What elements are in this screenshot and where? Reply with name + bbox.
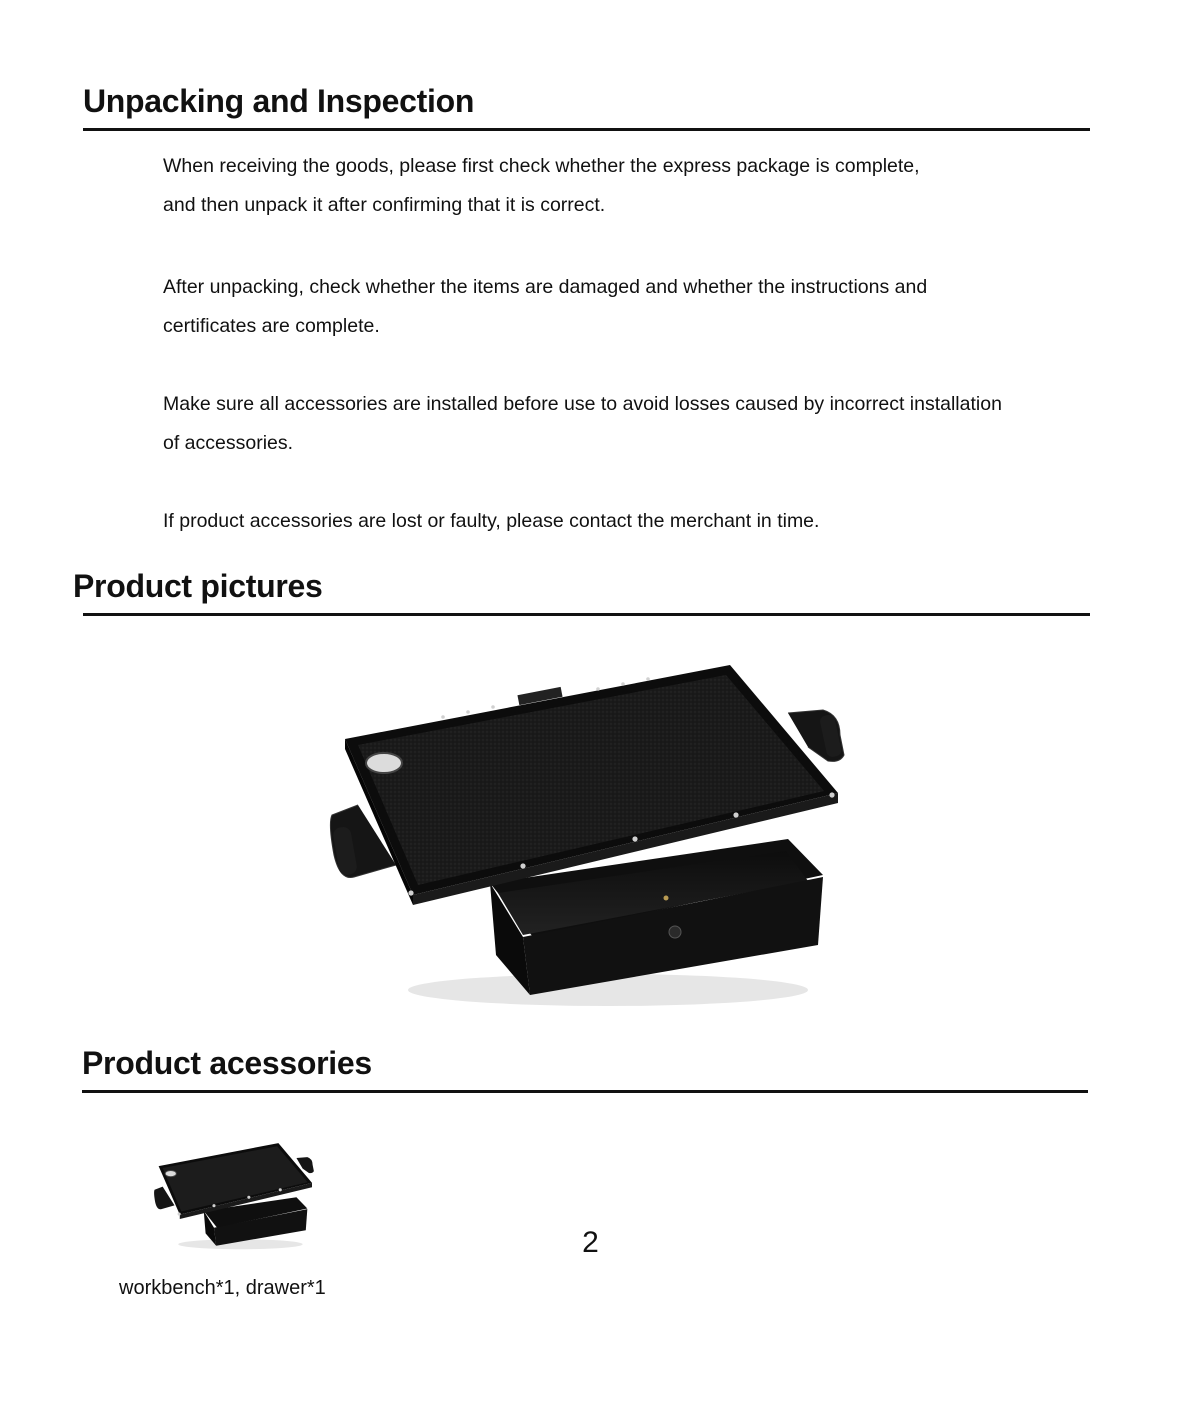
paragraph-2-line-1: After unpacking, check whether the items are damaged and whether the instructions and [163, 276, 928, 298]
section-rule-pictures [83, 613, 1090, 616]
paragraph-1-line-1: When receiving the goods, please first check whether the express package is complete, [163, 155, 920, 177]
section-rule-accessories [82, 1090, 1088, 1093]
section-title-accessories: Product acessories [82, 1045, 372, 1081]
paragraph-3-line-2: of accessories. [163, 432, 294, 454]
paragraph-1 [163, 147, 1123, 225]
paragraph-2 [163, 268, 1123, 346]
product-photo [318, 655, 863, 1015]
paragraph-3-line-1: Make sure all accessories are installed before use to avoid losses caused by incorrect installation [163, 393, 1002, 415]
section-rule-unpacking [83, 128, 1090, 131]
paragraph-1-line-2: and then unpack it after confirming that it is correct. [163, 194, 606, 216]
paragraph-4 [163, 502, 1123, 541]
paragraph-3 [163, 385, 1123, 463]
paragraph-4-line-1: If product accessories are lost or faulty, please contact the merchant in time. [163, 510, 820, 532]
page-number: 2 [582, 1226, 599, 1259]
section-title-pictures: Product pictures [73, 568, 323, 604]
accessory-caption: workbench*1, drawer*1 [119, 1277, 326, 1299]
paragraph-2-line-2: certificates are complete. [163, 315, 380, 337]
section-title-unpacking: Unpacking and Inspection [83, 83, 475, 119]
